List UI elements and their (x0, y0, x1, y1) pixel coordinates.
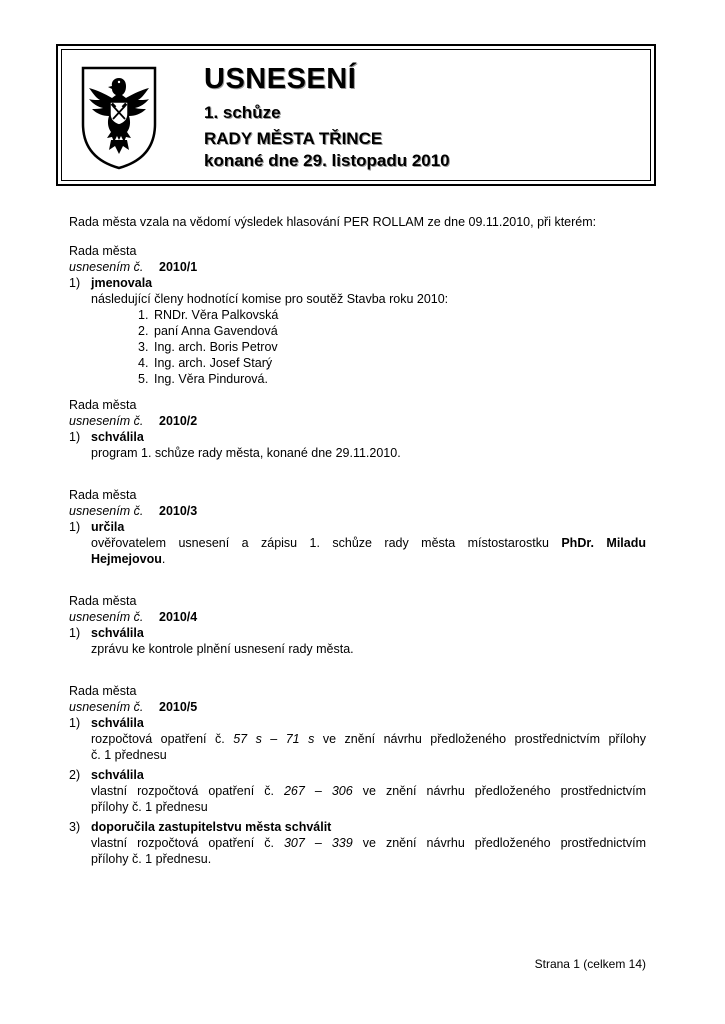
resolution-2010-2 (69, 397, 646, 461)
item-verb: doporučila zastupitelstvu města schválit (91, 820, 332, 834)
usneseni-label: usnesením č. (69, 610, 144, 624)
measure-range: 307 – 339 (283, 836, 353, 850)
item-text: vlastní rozpočtová opatření č. 267 – 306 ve znění návrhu předloženého prostřednictvím přílohy č. 1 přednesu (91, 784, 647, 814)
item-number: 1) (69, 716, 81, 730)
list-item: 2. paní Anna Gavendová (138, 324, 278, 338)
item-number: 1) (69, 626, 81, 640)
item-text: rozpočtová opatření č. 57 s – 71 s ve znění návrhu předloženého prostřednictvím přílohy č. 1 přednesu (91, 732, 646, 762)
resolution-2010-1 (69, 243, 646, 387)
usneseni-label: usnesením č. (69, 700, 144, 714)
resolution-item (69, 819, 646, 867)
item-text: program 1. schůze rady města, konané dne 29.11.2010. (91, 446, 401, 460)
resolution-2010-3 (69, 487, 646, 567)
item-verb: schválila (91, 430, 144, 444)
header-titles (204, 62, 450, 172)
item-verb: schválila (91, 716, 144, 730)
item-verb: určila (91, 520, 125, 534)
rada-label: Rada města (69, 684, 137, 698)
members-list (69, 307, 646, 387)
rada-label: Rada města (69, 594, 137, 608)
item-text: ověřovatelem usnesení a zápisu 1. schůze rady města místostarostku PhDr. Miladu Hejmejovou. (91, 536, 646, 566)
usneseni-label: usnesením č. (69, 414, 144, 428)
council-name: RADY MĚSTA TŘINCE (204, 129, 383, 148)
item-number: 3) (69, 820, 81, 834)
resolution-2010-5 (69, 683, 646, 867)
item-verb: jmenovala (91, 276, 153, 290)
item-verb: schválila (91, 626, 144, 640)
rada-label: Rada města (69, 244, 137, 258)
item-number: 2) (69, 768, 81, 782)
item-text: vlastní rozpočtová opatření č. 307 – 339 ve znění návrhu předloženého prostřednictvím přílohy č. 1 přednesu. (91, 836, 647, 866)
usneseni-label: usnesením č. (69, 260, 144, 274)
resolution-item (69, 715, 646, 763)
meeting-date: konané dne 29. listopadu 2010 (204, 151, 450, 170)
item-number: 1) (69, 276, 81, 290)
resolution-number: 2010/2 (159, 414, 198, 428)
usneseni-label: usnesením č. (69, 504, 144, 518)
list-item: 4. Ing. arch. Josef Starý (138, 356, 273, 370)
city-coat-of-arms-icon (81, 66, 157, 170)
measure-range: 57 s – 71 s (233, 732, 315, 746)
document-title: USNESENÍ (204, 63, 357, 95)
intro-paragraph: Rada města vzala na vědomí výsledek hlasování PER ROLLAM ze dne 09.11.2010, při kterém: (69, 215, 597, 229)
resolution-2010-4 (69, 593, 646, 657)
resolution-number: 2010/5 (159, 700, 198, 714)
header-inner-border (61, 49, 651, 181)
item-text: následující členy hodnotící komise pro soutěž Stavba roku 2010: (91, 292, 449, 306)
meeting-number: 1. schůze (204, 103, 281, 122)
list-item: 3. Ing. arch. Boris Petrov (138, 340, 278, 354)
resolution-item (69, 767, 646, 815)
header-frame (56, 44, 656, 186)
resolution-number: 2010/3 (159, 504, 198, 518)
item-verb: schválila (91, 768, 144, 782)
resolution-number: 2010/1 (159, 260, 198, 274)
rada-label: Rada města (69, 398, 137, 412)
item-number: 1) (69, 430, 81, 444)
list-item: 5. Ing. Věra Pindurová. (138, 372, 268, 386)
resolution-number: 2010/4 (159, 610, 198, 624)
list-item: 1. RNDr. Věra Palkovská (138, 308, 279, 322)
rada-label: Rada města (69, 488, 137, 502)
item-number: 1) (69, 520, 81, 534)
page-number: Strana 1 (celkem 14) (534, 957, 646, 971)
measure-range: 267 – 306 (283, 784, 353, 798)
item-text: zprávu ke kontrole plnění usnesení rady města. (91, 642, 354, 656)
deputy-mayor-name: PhDr. Miladu (561, 536, 646, 550)
